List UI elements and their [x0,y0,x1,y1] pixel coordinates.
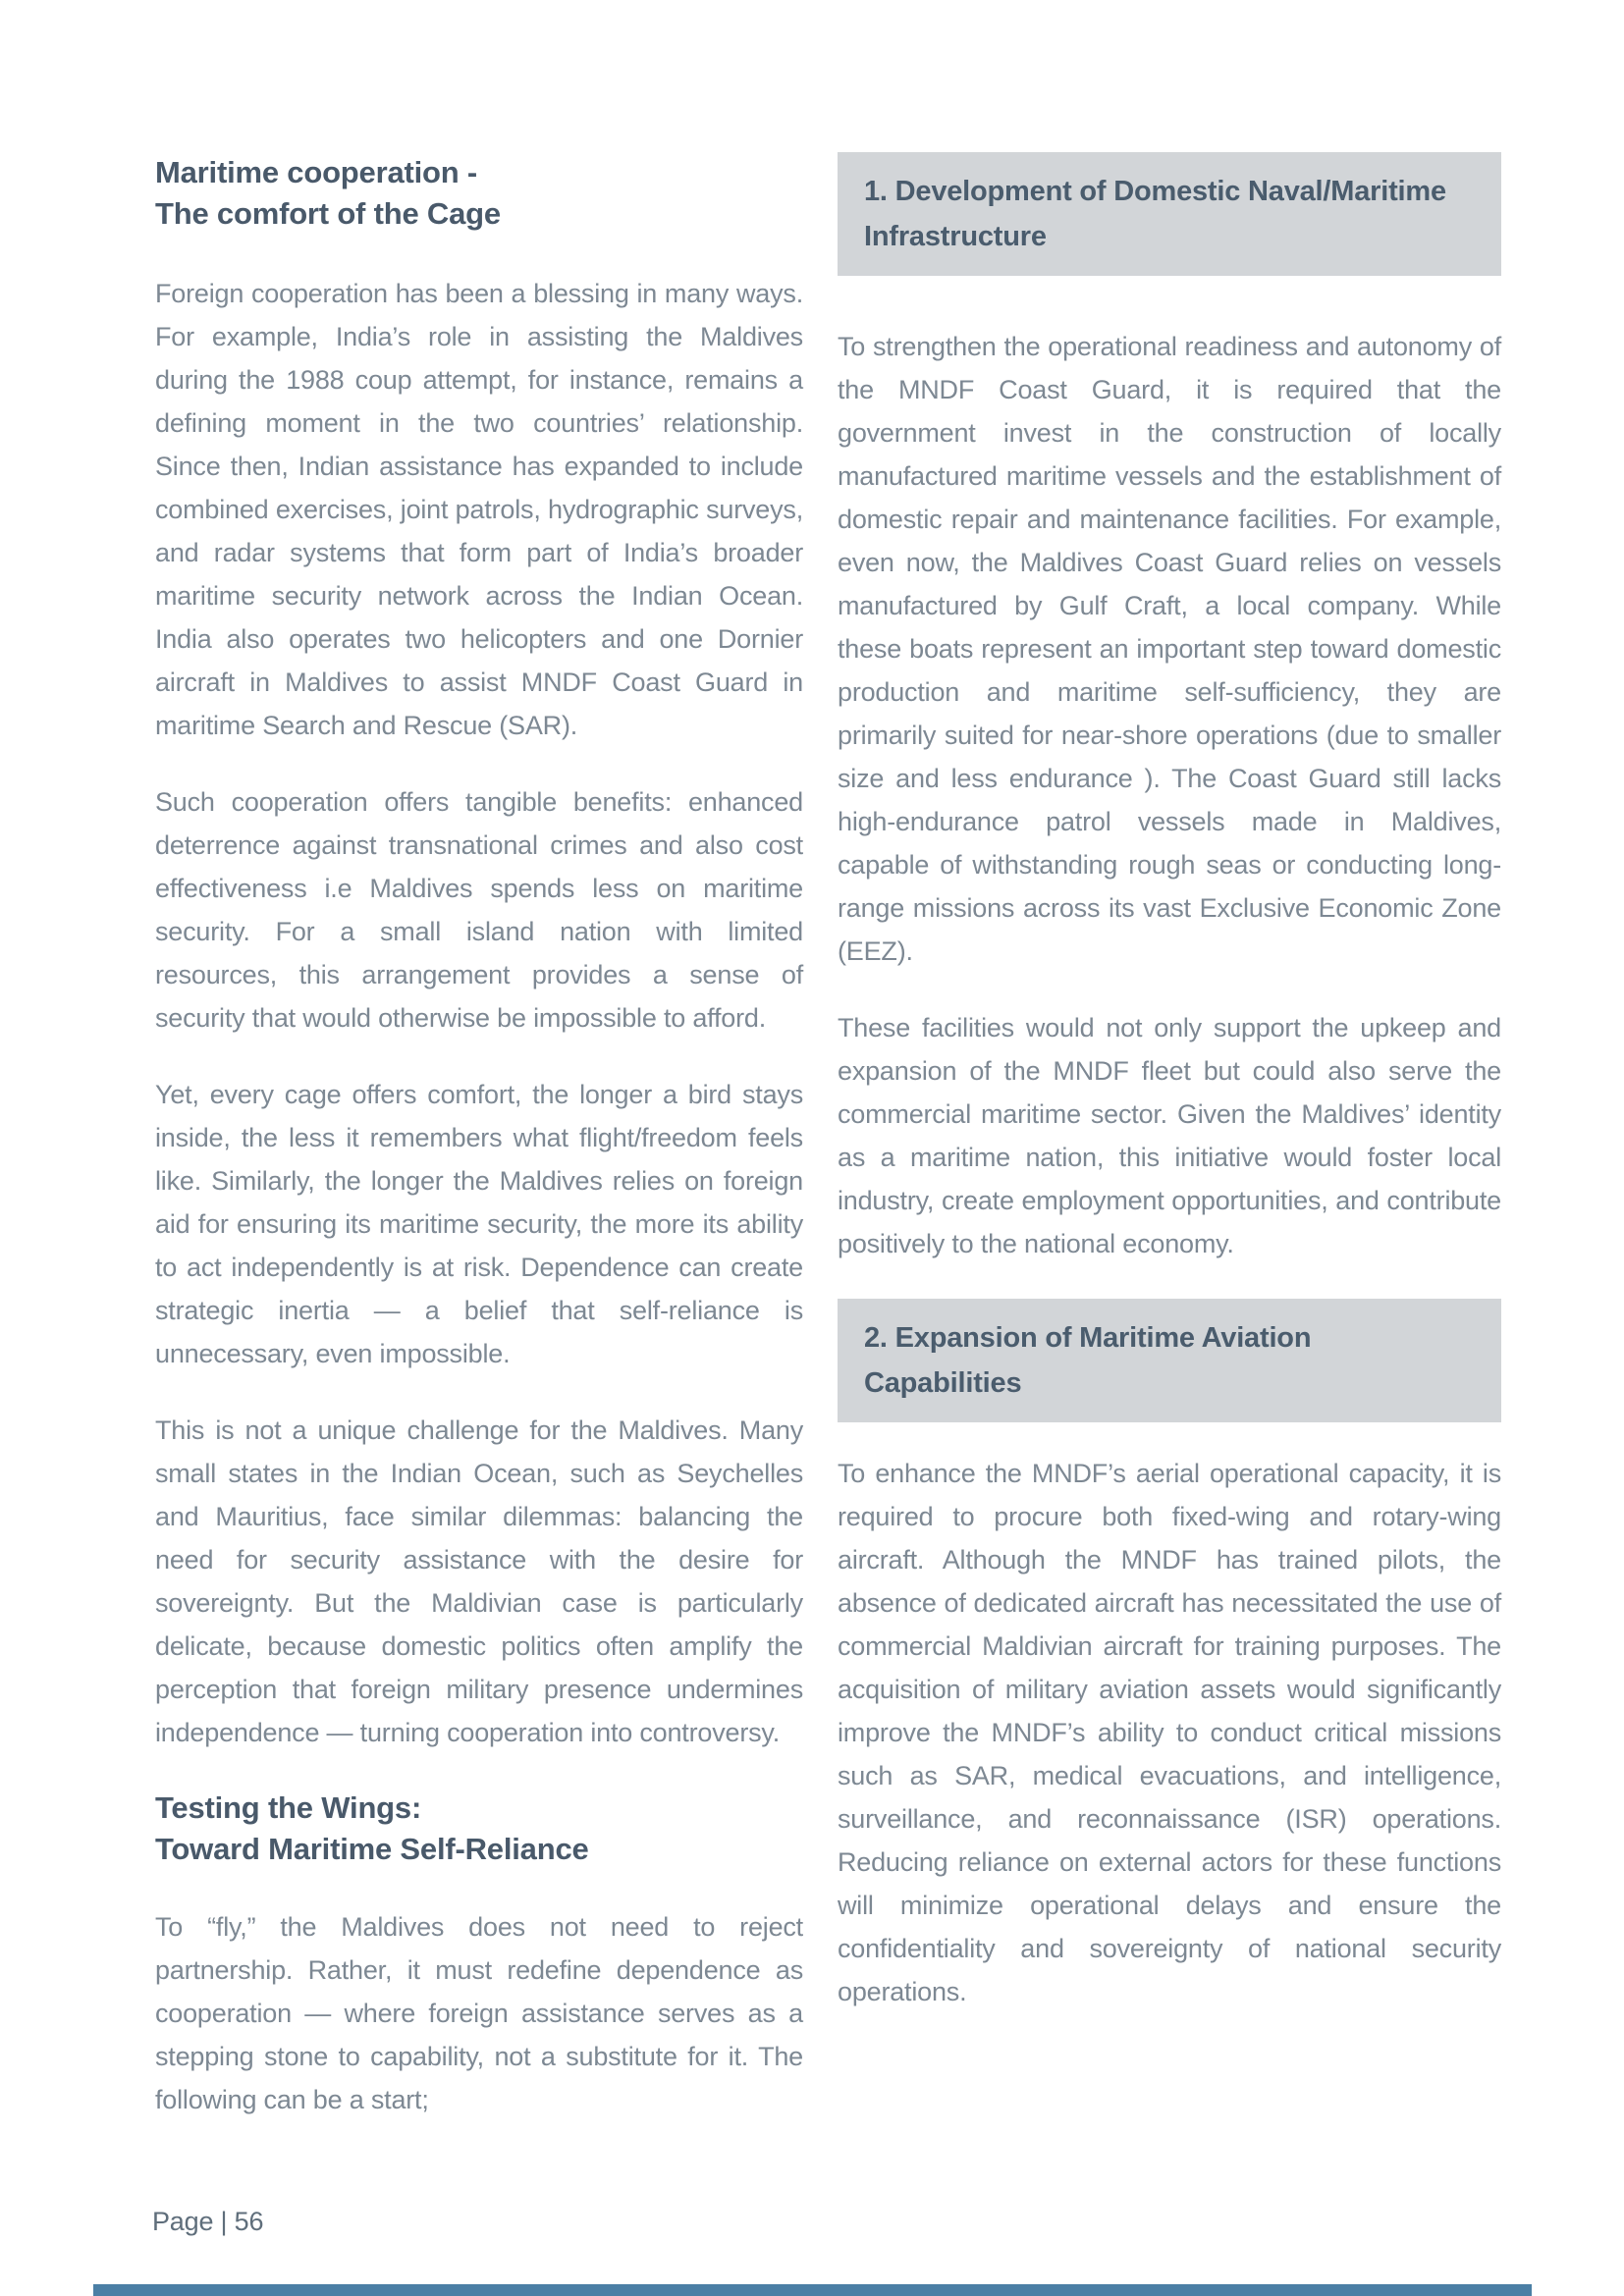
paragraph-enhance-aerial-capacity: To enhance the MNDF’s aerial operational capacity, it is required to procure both fixed-wing and rotary-wing aircraft. Although the MNDF has trained pilots, the absence of dedicated aircraft has necessitated the use of commercial Maldivian aircraft for training purposes. The acquisition of military aviation assets would significantly improve the MNDF’s ability to conduct critical missions such as SAR, medical evacuations, and intelligence, surveillance, and reconnaissance (ISR) operations. Reducing reliance on external actors for these functions will minimize operational delays and ensure the confidentiality and sovereignty of national security operations. [838,1459,1501,2006]
footer-accent-bar [93,2284,1532,2296]
section-heading-testing-the-wings [155,1788,803,1870]
boxed-heading-domestic-naval-infrastructure: 1. Development of Domestic Naval/Maritime Infrastructure [838,152,1501,276]
heading-line: Toward Maritime Self-Reliance [155,1832,589,1866]
section-heading-maritime-cooperation [155,152,803,235]
heading-line: Maritime cooperation - [155,155,478,189]
paragraph-such-cooperation: Such cooperation offers tangible benefits: enhanced deterrence against transnational crimes and also cost effectiveness i.e Maldives spends less on maritime security. For a small island nation with limited resources, this arrangement provides a sense of security that would otherwise be impossible to afford. [155,787,803,1033]
two-column-layout [155,152,1501,2155]
right-column [838,152,1501,2155]
paragraph-foreign-cooperation: Foreign cooperation has been a blessing in many ways. For example, India’s role in assisting the Maldives during the 1988 coup attempt, for instance, remains a defining moment in the two countries’ relationship. Since then, Indian assistance has expanded to include combined exercises, joint patrols, hydrographic surveys, and radar systems that form part of India’s broader maritime security network across the Indian Ocean. India also operates two helicopters and one Dornier aircraft in Maldives to assist MNDF Coast Guard in maritime Search and Rescue (SAR). [155,279,803,740]
paragraph-facilities-upkeep: These facilities would not only support the upkeep and expansion of the MNDF fleet but could also serve the commercial maritime sector. Given the Maldives’ identity as a maritime nation, this initiative would foster local industry, create employment opportunities, and contribute positively to the national economy. [838,1013,1501,1258]
heading-line: The comfort of the Cage [155,196,501,231]
paragraph-not-unique-challenge: This is not a unique challenge for the Maldives. Many small states in the Indian Ocean, such as Seychelles and Mauritius, face similar dilemmas: balancing the need for security assistance with the desire for sovereignty. But the Maldivian case is particularly delicate, because domestic politics often amplify the perception that foreign military presence undermines independence — turning cooperation into controversy. [155,1415,803,1747]
paragraph-to-fly: To “fly,” the Maldives does not need to reject partnership. Rather, it must redefine dependence as cooperation — where foreign assistance serves as a stepping stone to capability, not a substitute for it. The following can be a start; [155,1912,803,2114]
paragraph-strengthen-readiness: To strengthen the operational readiness and autonomy of the MNDF Coast Guard, it is required that the government invest in the construction of locally manufactured maritime vessels and the establishment of domestic repair and maintenance facilities. For example, even now, the Maldives Coast Guard relies on vessels manufactured by Gulf Craft, a local company. While these boats represent an important step toward domestic production and maritime self-sufficiency, they are primarily suited for near-shore operations (due to smaller size and less endurance ). The Coast Guard still lacks high-endurance patrol vessels made in Maldives, capable of withstanding rough seas or conducting long-range missions across its vast Exclusive Economic Zone (EEZ). [838,332,1501,966]
left-column [155,152,803,2155]
page-number: Page | 56 [152,2207,264,2236]
paragraph-cage-comfort: Yet, every cage offers comfort, the longer a bird stays inside, the less it remembers what flight/freedom feels like. Similarly, the longer the Maldives relies on foreign aid for ensuring its maritime security, the more its ability to act independently is at risk. Dependence can create strategic inertia — a belief that self-reliance is unnecessary, even impossible. [155,1080,803,1368]
heading-line: Testing the Wings: [155,1790,422,1825]
boxed-heading-maritime-aviation: 2. Expansion of Maritime Aviation Capabilities [838,1299,1501,1422]
